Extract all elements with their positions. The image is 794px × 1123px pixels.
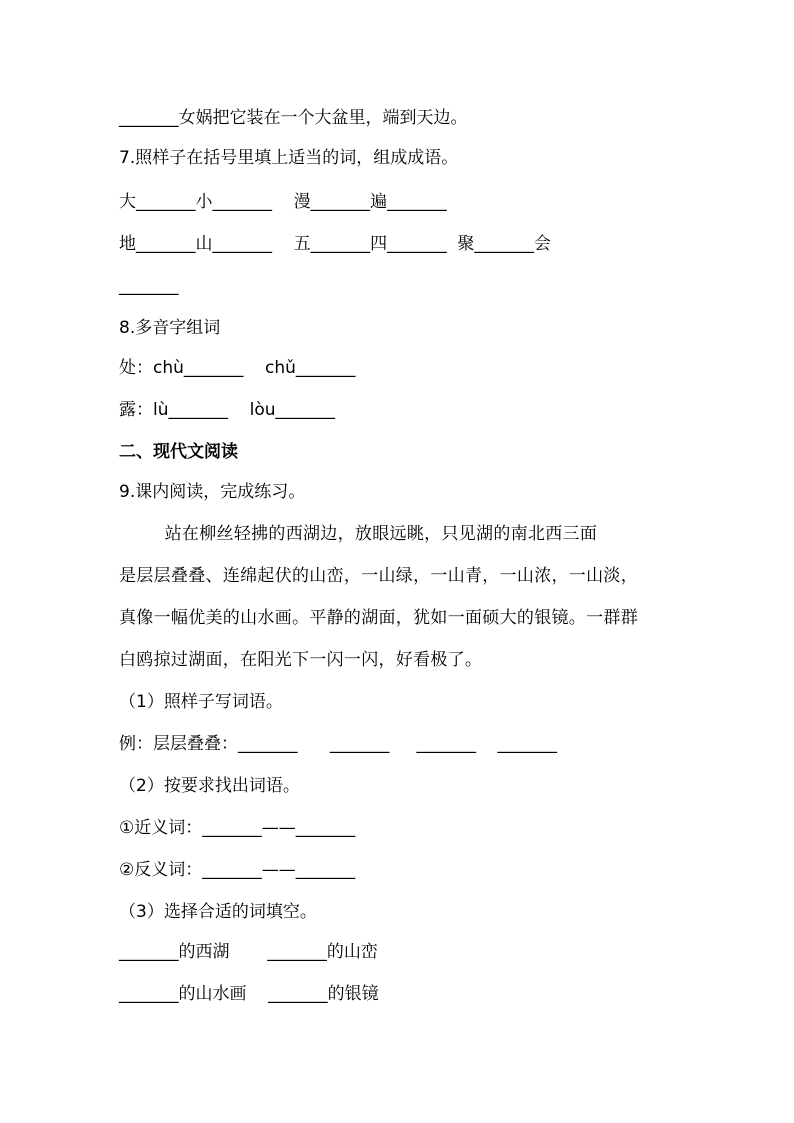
fill-line-2: _______的山水画 _______的银镜 bbox=[119, 984, 379, 1004]
sub-question-3: （3）选择合适的词填空。 bbox=[119, 902, 317, 922]
question-7-title: 7.照样子在括号里填上适当的词，组成成语。 bbox=[119, 148, 459, 168]
antonym-line: ②反义词：_______——_______ bbox=[119, 860, 356, 880]
idiom-row-3: _______ bbox=[119, 276, 179, 296]
passage-line-1: 站在柳丝轻拂的西湖边，放眼远眺，只见湖的南北西三面 bbox=[119, 524, 598, 544]
sub-question-2: （2）按要求找出词语。 bbox=[119, 776, 300, 796]
polyphone-chu: 处：chù_______ chǔ_______ bbox=[119, 358, 356, 378]
fill-line-1: _______的西湖 _______的山峦 bbox=[119, 942, 378, 962]
polyphone-lu: 露：lù_______ lòu_______ bbox=[119, 400, 336, 420]
idiom-row-2: 地_______山_______ 五_______四_______ 聚_______会 bbox=[119, 234, 551, 254]
idiom-row-1: 大_______小_______ 漫_______遍_______ bbox=[119, 192, 447, 212]
sub-question-1-blanks: 例：层层叠叠：_______ _______ _______ _______ bbox=[119, 734, 558, 754]
question-9-title: 9.课内阅读，完成练习。 bbox=[119, 482, 306, 502]
sentence-line: _______女娲把它装在一个大盆里，端到天边。 bbox=[119, 108, 468, 128]
synonym-line: ①近义词：_______——_______ bbox=[119, 818, 356, 838]
sub-question-1: （1）照样子写词语。 bbox=[119, 692, 283, 712]
section-heading: 二、现代文阅读 bbox=[119, 442, 238, 462]
passage-line-3: 真像一幅优美的山水画。平静的湖面，犹如一面硕大的银镜。一群群 bbox=[119, 608, 638, 628]
passage-line-4: 白鸥掠过湖面，在阳光下一闪一闪，好看极了。 bbox=[119, 650, 483, 670]
question-8-title: 8.多音字组词 bbox=[119, 318, 221, 338]
passage-line-2: 是层层叠叠、连绵起伏的山峦，一山绿，一山青，一山浓，一山淡， bbox=[119, 566, 638, 586]
